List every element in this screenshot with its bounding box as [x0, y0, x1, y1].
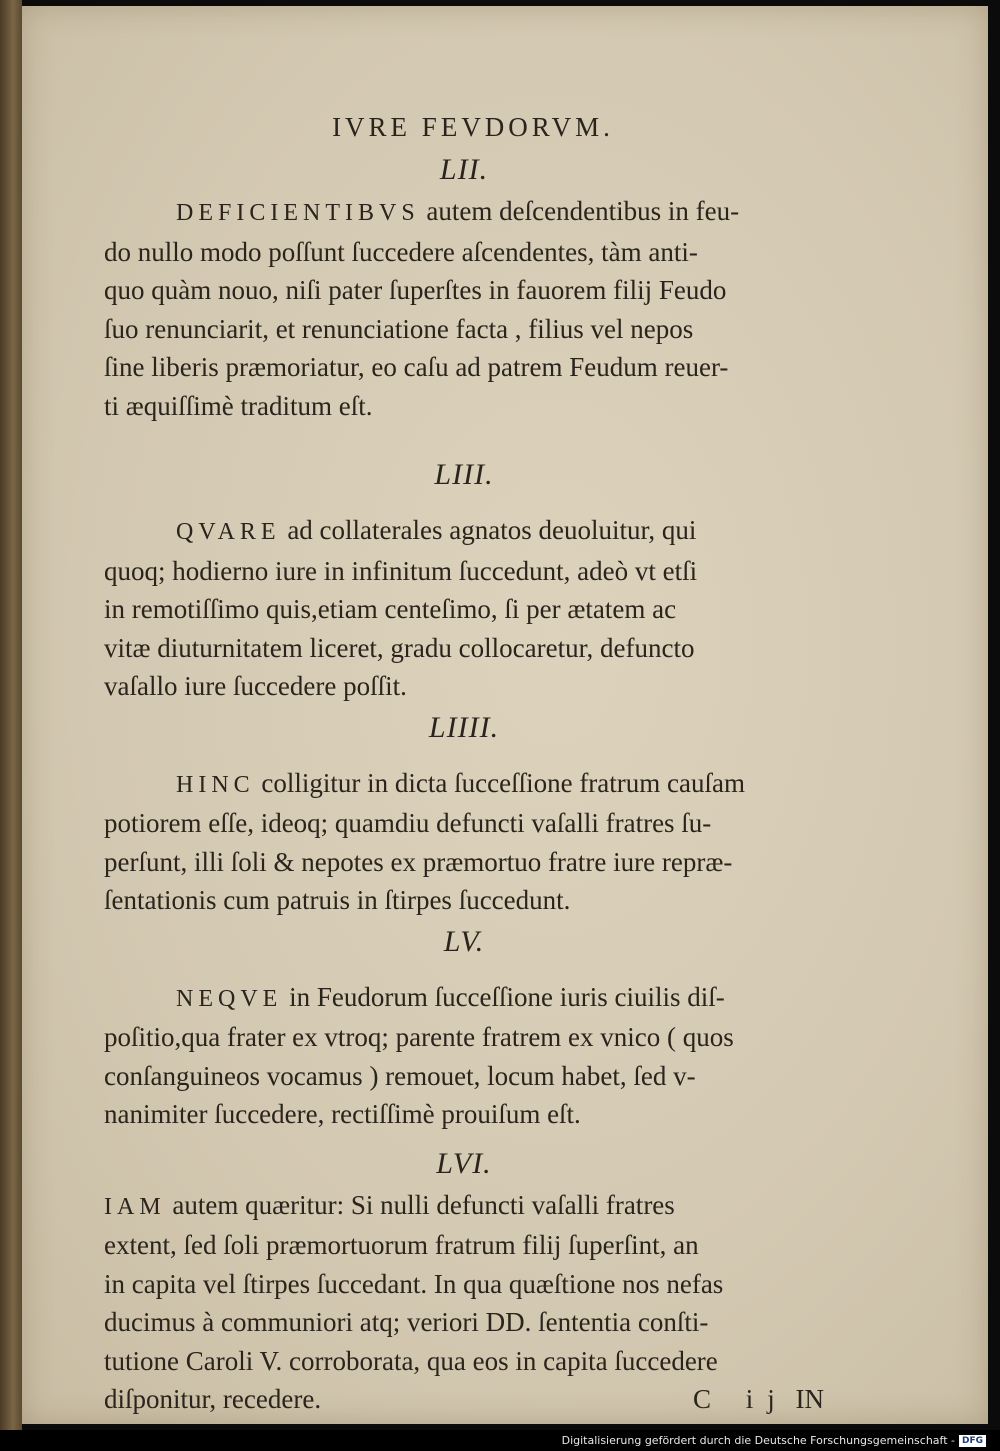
paragraph-line: quo quàm nouo, niſi pater ſuperſtes in fauorem filij Feudo	[104, 275, 727, 305]
paragraph-line: ti æquiſſimè traditum eſt.	[104, 390, 373, 421]
signature-mark: C ij	[692, 1384, 789, 1414]
section-heading: LII.	[439, 153, 489, 186]
section-paragraph	[104, 192, 824, 425]
section-heading: LV.	[443, 924, 485, 958]
section-heading: LIII.	[434, 458, 494, 491]
book-edge	[0, 0, 22, 1430]
credit-text: Digitalisierung gefördert durch die Deutsche Forschungsgemeinschaft -	[561, 1434, 955, 1447]
paragraph-line: tutione Caroli V. corroborata, qua eos in capita ſuccedere	[104, 1345, 718, 1376]
paragraph-line: poſitio,qua frater ex vtroq; parente fratrem ex vnico ( quos	[104, 1022, 734, 1052]
paragraph-line: in remotiſſimo quis,etiam centeſimo, ſi per ætatem ac	[104, 594, 677, 624]
paragraph-line: vaſallo iure ſuccedere poſſit.	[104, 671, 407, 701]
paragraph-line: DEFICIENTIBVS autem deſcendentibus in feu-	[176, 196, 740, 226]
paragraph-line: nanimiter ſuccedere, rectiſſimè prouiſum eſt.	[104, 1099, 581, 1129]
section-heading: LIIII.	[428, 710, 500, 744]
paragraph-line: ſentationis cum patruis in ſtirpes ſuccedunt.	[104, 885, 571, 915]
paragraph-line: ſine liberis præmoriatur, eo caſu ad patrem Feudum reuer-	[104, 352, 729, 382]
paragraph-line: QVARE ad collaterales agnatos deuoluitur, qui	[176, 515, 697, 545]
paragraph-line: conſanguineos vocamus ) remouet, locum habet, ſed v-	[104, 1060, 696, 1091]
paragraph-line: quoq; hodierno iure in infinitum ſuccedunt, adeò vt etſi	[104, 555, 698, 586]
book-page	[22, 6, 988, 1424]
paragraph-line: in capita vel ſtirpes ſuccedant. In qua quæſtione nos nefas	[104, 1268, 724, 1299]
dfg-logo: DFG	[959, 1435, 986, 1447]
paragraph-line: NEQVE in Feudorum ſucceſſione iuris ciuilis diſ-	[176, 981, 725, 1012]
paragraph-line: diſponitur, recedere.	[104, 1384, 322, 1414]
paragraph-line: ducimus à communiori atq; veriori DD. ſententia conſti-	[104, 1307, 709, 1337]
paragraph-line: perſunt, illi ſoli & nepotes ex præmortuo fratre iure repræ-	[104, 846, 733, 877]
final-line	[104, 1380, 824, 1419]
digitization-credit	[562, 1434, 986, 1447]
section-paragraph	[104, 1186, 824, 1419]
paragraph-line: ſuo renunciarit, et renunciatione facta , filius vel nepos	[104, 313, 694, 344]
lead-word: NEQVE	[176, 985, 283, 1012]
section-paragraph	[104, 764, 824, 920]
section-heading: LVI.	[436, 1146, 492, 1180]
catchword: IN	[795, 1384, 824, 1414]
page-text	[104, 106, 824, 1419]
paragraph-line: vitæ diuturnitatem liceret, gradu collocaretur, defuncto	[104, 632, 695, 663]
signature-and-catchword	[693, 1380, 824, 1419]
lead-word: IAM	[104, 1193, 166, 1220]
paragraph-line: HINC colligitur in dicta ſucceſſione fratrum cauſam	[176, 767, 745, 798]
paragraph-line: potiorem eſſe, ideoq; quamdiu defuncti vaſalli fratres ſu-	[104, 808, 712, 838]
paragraph-line: extent, ſed ſoli præmortuorum fratrum filij ſuperſint, an	[104, 1230, 699, 1260]
paragraph-line: do nullo modo poſſunt ſuccedere aſcendentes, tàm anti-	[104, 236, 698, 267]
paragraph-line: IAM autem quæritur: Si nulli defuncti vaſalli fratres	[104, 1189, 675, 1220]
section-paragraph	[104, 511, 824, 706]
section-paragraph	[104, 978, 824, 1134]
lead-word: QVARE	[176, 519, 281, 545]
lead-word: DEFICIENTIBVS	[176, 200, 420, 226]
lead-word: HINC	[176, 771, 255, 798]
running-header: IVRE FEVDORVM.	[332, 112, 614, 142]
